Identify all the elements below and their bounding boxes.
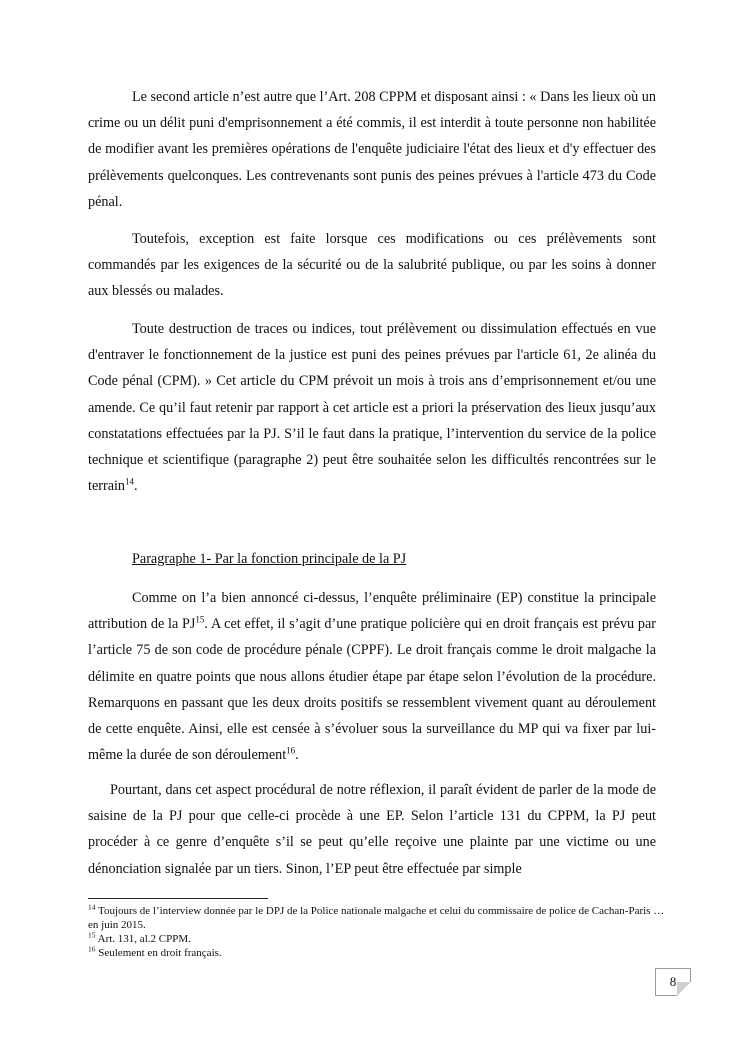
paragraph-destruction-end: . (134, 478, 138, 495)
paragraph-saisine: Pourtant, dans cet aspect procédural de notre réflexion, il paraît évident de parler de la mode de saisine de la PJ pour que celle-ci procède à une EP. Selon l’article 131 du CPPM, la PJ peut procéder à ce genre d’enquête s’il se peut qu’elle reçoive une plainte par une victime ou une dénonciation signalée par un tiers. Sinon, l’EP peut être effectuée par simple (88, 782, 656, 877)
paragraph-exception: Toutefois, exception est faite lorsque ces modifications ou ces prélèvements sont commandés par les exigences de la sécurité ou de la salubrité publique, ou par les soins à donner aux blessés ou malades. (88, 231, 656, 300)
footnote-16 (88, 946, 668, 960)
paragraph-article-208: Le second article n’est autre que l’Art. 208 CPPM et disposant ainsi : « Dans les lieux où un crime ou un délit puni d'emprisonnement a été commis, il est interdit à toute personne non habilitée de modifier avant les premières opérations de l'enquête judiciaire l'état des lieux et d'y effectuer des prélèvements quelconques. Les contrevenants sont punis des peines prévues à l'article 473 du Code pénal. (88, 89, 656, 210)
page-number-box (655, 968, 691, 996)
page-curl-icon (677, 982, 691, 996)
footnote-16-text: Seulement en droit français. (95, 947, 222, 959)
footnote-16-number: 16 (88, 944, 96, 954)
footnote-15-text: Art. 131, al.2 CPPM. (95, 933, 191, 945)
paragraph-destruction (88, 316, 656, 499)
paragraph-destruction-text: Toute destruction de traces ou indices, tout prélèvement ou dissimulation effectués en vue d'entraver le fonctionnement de la justice est puni des peines prévues par l'article 61, 2e alinéa du Code pénal (CPM). » Cet article du CPM prévoit un mois à trois ans d’emprisonnement et/ou une amende. Ce qu’il faut retenir par rapport à cet article est a priori la préservation des lieux jusqu’aux constatations effectuées par la PJ. S’il le faut dans la pratique, l’intervention du service de la police technique et scientifique (paragraphe 2) peut être souhaitée selon les difficultés rencontrées sur le terrain (88, 321, 656, 495)
footnote-14 (88, 904, 668, 932)
footnote-ref-16[interactable]: 16 (286, 745, 296, 756)
footnote-separator (88, 898, 268, 899)
paragraph-enquete-preliminaire (88, 585, 656, 768)
footnote-15-number: 15 (88, 930, 96, 940)
page-number: 8 (669, 974, 677, 989)
footnote-ref-15[interactable]: 15 (195, 614, 205, 625)
footnote-14-number: 14 (88, 902, 96, 912)
footnote-ref-14[interactable]: 14 (125, 476, 135, 487)
footnote-14-text: Toujours de l’interview donnée par le DPJ de la Police nationale malgache et celui du commissaire de police de Cachan-Paris … en juin 2015. (88, 905, 665, 931)
paragraph-ep-text-a: Comme on l’a bien annoncé ci-dessus, l’enquête préliminaire (EP) constitue la principale attribution de la PJ (88, 590, 656, 633)
paragraph-ep-end: . (295, 747, 299, 764)
paragraph-ep-text-b: . A cet effet, il s’agit d’une pratique policière qui en droit français est prévu par l’article 75 de son code de procédure pénale (CPPF). Le droit français comme le droit malgache la délimite en quatre points que nous allons étudier étape par étape selon l’évolution de la procédure. Remarquons en passant que les deux droits positifs se ressemblent vivement quant au déroulement de cette enquête. Ainsi, elle est censée à s’évoluer sous la surveillance du MP qui va fixer par lui-même la durée de son déroulement (88, 616, 656, 764)
footnote-15 (88, 932, 668, 946)
section-heading: Paragraphe 1- Par la fonction principale de la PJ (132, 551, 407, 567)
